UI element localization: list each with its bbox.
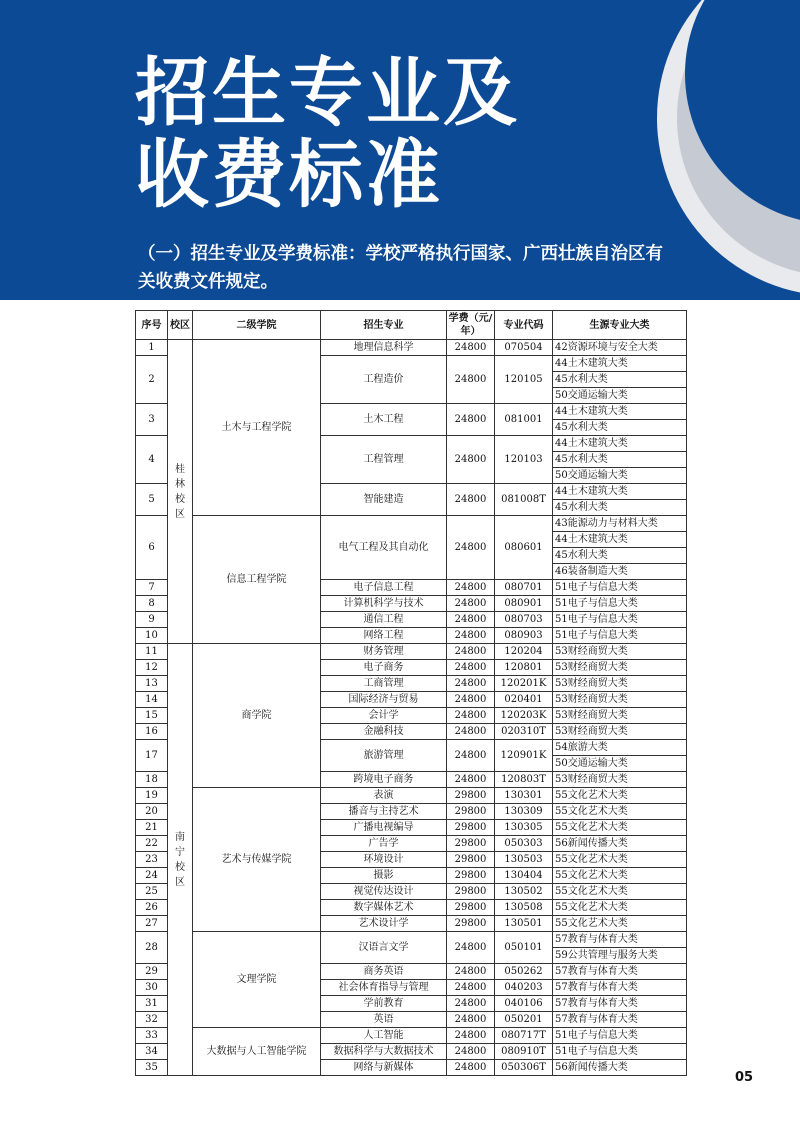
major-code: 020310T	[495, 724, 553, 740]
source-category: 44土木建筑大类	[553, 484, 687, 500]
source-category: 55文化艺术大类	[553, 900, 687, 916]
source-category: 44土木建筑大类	[553, 356, 687, 372]
row-number: 18	[136, 772, 168, 788]
college-name: 艺术与传媒学院	[193, 788, 321, 932]
source-category: 57教育与体育大类	[553, 964, 687, 980]
tuition-fee: 24800	[447, 740, 495, 772]
major-name: 财务管理	[321, 644, 447, 660]
source-category: 50交通运输大类	[553, 756, 687, 772]
major-name: 数字媒体艺术	[321, 900, 447, 916]
row-number: 11	[136, 644, 168, 660]
table-row	[136, 340, 687, 356]
row-number: 6	[136, 516, 168, 580]
major-name: 土木工程	[321, 404, 447, 436]
source-category: 51电子与信息大类	[553, 628, 687, 644]
major-code: 050306T	[495, 1060, 553, 1076]
major-name: 英语	[321, 1012, 447, 1028]
major-name: 视觉传达设计	[321, 884, 447, 900]
row-number: 15	[136, 708, 168, 724]
major-name: 社会体育指导与管理	[321, 980, 447, 996]
source-category: 55文化艺术大类	[553, 788, 687, 804]
major-name: 环境设计	[321, 852, 447, 868]
source-category: 56新闻传播大类	[553, 1060, 687, 1076]
row-number: 27	[136, 916, 168, 932]
tuition-fee: 24800	[447, 724, 495, 740]
row-number: 14	[136, 692, 168, 708]
tuition-fee: 29800	[447, 804, 495, 820]
header-category: 生源专业大类	[553, 311, 687, 340]
source-category: 55文化艺术大类	[553, 884, 687, 900]
tuition-fee: 24800	[447, 964, 495, 980]
college-name: 文理学院	[193, 932, 321, 1028]
major-name: 电子信息工程	[321, 580, 447, 596]
source-category: 57教育与体育大类	[553, 996, 687, 1012]
tuition-fee: 24800	[447, 596, 495, 612]
row-number: 3	[136, 404, 168, 436]
tuition-fee: 24800	[447, 1044, 495, 1060]
source-category: 56新闻传播大类	[553, 836, 687, 852]
college-name: 大数据与人工智能学院	[193, 1028, 321, 1076]
row-number: 4	[136, 436, 168, 484]
tuition-fee: 24800	[447, 644, 495, 660]
major-name: 人工智能	[321, 1028, 447, 1044]
major-code: 080910T	[495, 1044, 553, 1060]
tuition-fee: 29800	[447, 900, 495, 916]
row-number: 5	[136, 484, 168, 516]
source-category: 50交通运输大类	[553, 468, 687, 484]
campus-name: 南宁校区	[175, 831, 185, 888]
major-code: 080717T	[495, 1028, 553, 1044]
table-row	[136, 932, 687, 948]
major-name: 商务英语	[321, 964, 447, 980]
source-category: 53财经商贸大类	[553, 660, 687, 676]
major-code: 120801	[495, 660, 553, 676]
major-code: 080903	[495, 628, 553, 644]
tuition-fee: 24800	[447, 580, 495, 596]
major-name: 跨境电子商务	[321, 772, 447, 788]
source-category: 53财经商贸大类	[553, 692, 687, 708]
major-code: 080901	[495, 596, 553, 612]
major-code: 130502	[495, 884, 553, 900]
major-code: 130309	[495, 804, 553, 820]
tuition-fee: 24800	[447, 980, 495, 996]
row-number: 21	[136, 820, 168, 836]
source-category: 50交通运输大类	[553, 388, 687, 404]
major-name: 表演	[321, 788, 447, 804]
source-category: 51电子与信息大类	[553, 596, 687, 612]
major-code: 081008T	[495, 484, 553, 516]
tuition-fee: 24800	[447, 708, 495, 724]
source-category: 51电子与信息大类	[553, 1044, 687, 1060]
source-category: 45水利大类	[553, 500, 687, 516]
major-name: 广告学	[321, 836, 447, 852]
tuition-fee: 24800	[447, 484, 495, 516]
source-category: 44土木建筑大类	[553, 436, 687, 452]
row-number: 31	[136, 996, 168, 1012]
table-row	[136, 516, 687, 532]
row-number: 9	[136, 612, 168, 628]
source-category: 44土木建筑大类	[553, 404, 687, 420]
source-category: 45水利大类	[553, 452, 687, 468]
college-name: 商学院	[193, 644, 321, 788]
major-code: 080701	[495, 580, 553, 596]
row-number: 20	[136, 804, 168, 820]
row-number: 1	[136, 340, 168, 356]
tuition-fee: 29800	[447, 884, 495, 900]
source-category: 57教育与体育大类	[553, 1012, 687, 1028]
source-category: 51电子与信息大类	[553, 580, 687, 596]
source-category: 57教育与体育大类	[553, 932, 687, 948]
major-name: 金融科技	[321, 724, 447, 740]
major-name: 电子商务	[321, 660, 447, 676]
source-category: 42资源环境与安全大类	[553, 340, 687, 356]
row-number: 8	[136, 596, 168, 612]
tuition-fee: 24800	[447, 932, 495, 964]
row-number: 23	[136, 852, 168, 868]
major-name: 智能建造	[321, 484, 447, 516]
college-name: 信息工程学院	[193, 516, 321, 644]
major-name: 通信工程	[321, 612, 447, 628]
source-category: 55文化艺术大类	[553, 916, 687, 932]
source-category: 53财经商贸大类	[553, 644, 687, 660]
header-banner	[0, 0, 800, 300]
campus-cell	[168, 644, 193, 1076]
tuition-fee: 24800	[447, 404, 495, 436]
major-code: 120103	[495, 436, 553, 484]
table-header-row	[136, 311, 687, 340]
major-name: 摄影	[321, 868, 447, 884]
tuition-fee: 29800	[447, 836, 495, 852]
row-number: 16	[136, 724, 168, 740]
major-code: 050101	[495, 932, 553, 964]
tuition-fee: 24800	[447, 660, 495, 676]
row-number: 34	[136, 1044, 168, 1060]
major-code: 040203	[495, 980, 553, 996]
tuition-fee: 24800	[447, 340, 495, 356]
tuition-fee: 24800	[447, 676, 495, 692]
major-name: 工程管理	[321, 436, 447, 484]
row-number: 29	[136, 964, 168, 980]
major-code: 070504	[495, 340, 553, 356]
major-code: 080601	[495, 516, 553, 580]
tuition-fee: 24800	[447, 1060, 495, 1076]
major-code: 120201K	[495, 676, 553, 692]
major-name: 计算机科学与技术	[321, 596, 447, 612]
row-number: 26	[136, 900, 168, 916]
campus-cell	[168, 340, 193, 644]
major-code: 050262	[495, 964, 553, 980]
source-category: 45水利大类	[553, 420, 687, 436]
major-code: 120204	[495, 644, 553, 660]
row-number: 17	[136, 740, 168, 772]
tuition-fee: 29800	[447, 916, 495, 932]
major-code: 130503	[495, 852, 553, 868]
major-name: 会计学	[321, 708, 447, 724]
major-name: 旅游管理	[321, 740, 447, 772]
source-category: 54旅游大类	[553, 740, 687, 756]
row-number: 12	[136, 660, 168, 676]
page-number: 05	[735, 1070, 754, 1085]
tuition-fee: 29800	[447, 852, 495, 868]
row-number: 33	[136, 1028, 168, 1044]
major-code: 130301	[495, 788, 553, 804]
majors-fee-table	[135, 310, 687, 1076]
source-category: 53财经商贸大类	[553, 724, 687, 740]
row-number: 24	[136, 868, 168, 884]
row-number: 35	[136, 1060, 168, 1076]
college-name: 土木与工程学院	[193, 340, 321, 516]
major-code: 050201	[495, 1012, 553, 1028]
major-code: 120803T	[495, 772, 553, 788]
tuition-fee: 24800	[447, 436, 495, 484]
major-name: 广播电视编导	[321, 820, 447, 836]
header-college: 二级学院	[193, 311, 321, 340]
source-category: 46装备制造大类	[553, 564, 687, 580]
major-name: 学前教育	[321, 996, 447, 1012]
header-seq: 序号	[136, 311, 168, 340]
source-category: 55文化艺术大类	[553, 852, 687, 868]
major-code: 130404	[495, 868, 553, 884]
row-number: 22	[136, 836, 168, 852]
row-number: 25	[136, 884, 168, 900]
tuition-fee: 24800	[447, 1028, 495, 1044]
source-category: 59公共管理与服务大类	[553, 948, 687, 964]
tuition-fee: 24800	[447, 516, 495, 580]
row-number: 28	[136, 932, 168, 964]
source-category: 44土木建筑大类	[553, 532, 687, 548]
page-title-line-2: 收费标准	[135, 132, 443, 218]
tuition-fee: 24800	[447, 1012, 495, 1028]
major-code: 120105	[495, 356, 553, 404]
tuition-fee: 24800	[447, 692, 495, 708]
source-category: 57教育与体育大类	[553, 980, 687, 996]
page-title-line-1: 招生专业及	[135, 50, 520, 136]
major-code: 020401	[495, 692, 553, 708]
table-row	[136, 644, 687, 660]
source-category: 43能源动力与材料大类	[553, 516, 687, 532]
table-row	[136, 1028, 687, 1044]
source-category: 53财经商贸大类	[553, 708, 687, 724]
row-number: 32	[136, 1012, 168, 1028]
tuition-fee: 24800	[447, 628, 495, 644]
major-name: 数据科学与大数据技术	[321, 1044, 447, 1060]
header-fee: 学费（元/年）	[447, 311, 495, 340]
row-number: 10	[136, 628, 168, 644]
major-code: 120901K	[495, 740, 553, 772]
major-code: 130508	[495, 900, 553, 916]
tuition-fee: 24800	[447, 996, 495, 1012]
source-category: 51电子与信息大类	[553, 1028, 687, 1044]
major-name: 工程造价	[321, 356, 447, 404]
row-number: 30	[136, 980, 168, 996]
header-code: 专业代码	[495, 311, 553, 340]
source-category: 45水利大类	[553, 372, 687, 388]
major-name: 地理信息科学	[321, 340, 447, 356]
row-number: 13	[136, 676, 168, 692]
source-category: 53财经商贸大类	[553, 772, 687, 788]
source-category: 55文化艺术大类	[553, 868, 687, 884]
major-name: 国际经济与贸易	[321, 692, 447, 708]
major-code: 130305	[495, 820, 553, 836]
major-name: 网络与新媒体	[321, 1060, 447, 1076]
source-category: 45水利大类	[553, 548, 687, 564]
source-category: 51电子与信息大类	[553, 612, 687, 628]
row-number: 19	[136, 788, 168, 804]
page-title	[135, 52, 520, 216]
section-subtitle: （一）招生专业及学费标准：学校严格执行国家、广西壮族自治区有关收费文件规定。	[138, 244, 663, 292]
major-code: 130501	[495, 916, 553, 932]
tuition-fee: 24800	[447, 356, 495, 404]
source-category: 55文化艺术大类	[553, 804, 687, 820]
major-code: 040106	[495, 996, 553, 1012]
major-name: 汉语言文学	[321, 932, 447, 964]
header-campus: 校区	[168, 311, 193, 340]
major-code: 120203K	[495, 708, 553, 724]
campus-name: 桂林校区	[175, 463, 185, 520]
tuition-fee: 29800	[447, 868, 495, 884]
tuition-fee: 24800	[447, 772, 495, 788]
major-name: 艺术设计学	[321, 916, 447, 932]
tuition-fee: 29800	[447, 788, 495, 804]
major-code: 081001	[495, 404, 553, 436]
major-name: 电气工程及其自动化	[321, 516, 447, 580]
major-name: 网络工程	[321, 628, 447, 644]
major-name: 工商管理	[321, 676, 447, 692]
major-code: 080703	[495, 612, 553, 628]
major-code: 050303	[495, 836, 553, 852]
source-category: 55文化艺术大类	[553, 820, 687, 836]
table-row	[136, 788, 687, 804]
row-number: 2	[136, 356, 168, 404]
source-category: 53财经商贸大类	[553, 676, 687, 692]
header-major: 招生专业	[321, 311, 447, 340]
major-name: 播音与主持艺术	[321, 804, 447, 820]
tuition-fee: 29800	[447, 820, 495, 836]
tuition-fee: 24800	[447, 612, 495, 628]
row-number: 7	[136, 580, 168, 596]
